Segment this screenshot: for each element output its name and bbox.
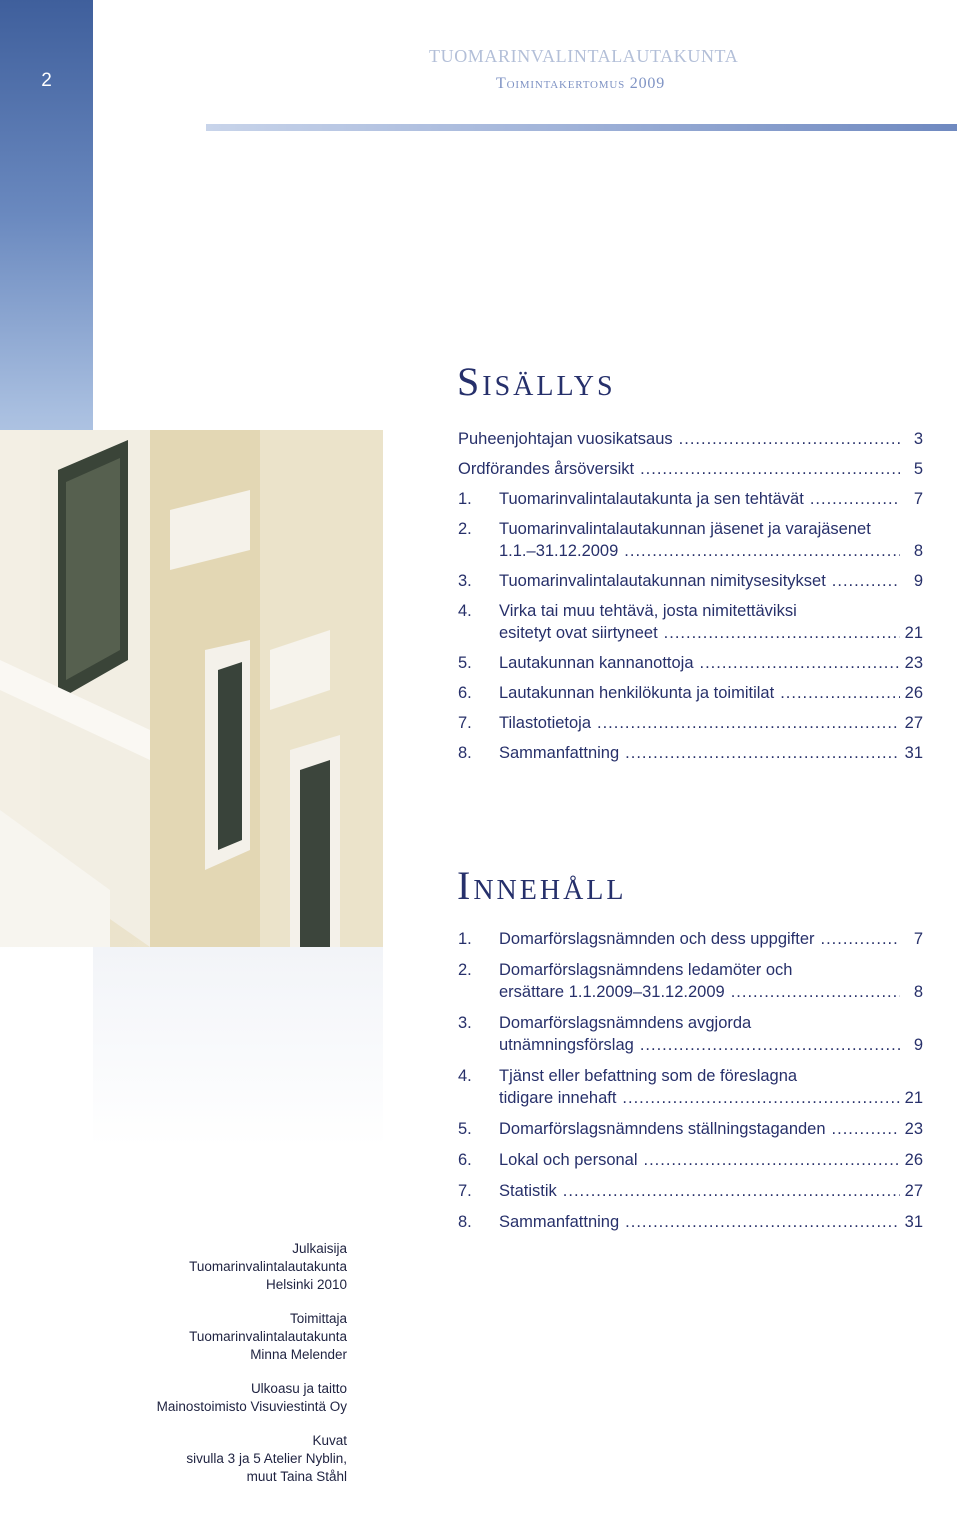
dot-leader [640, 1034, 900, 1056]
building-photo [0, 430, 383, 947]
toc-entry-page: 26 [904, 1151, 923, 1169]
toc-entry-number: 6. [458, 1151, 472, 1169]
toc-entry-page: 7 [913, 930, 923, 948]
toc-entry-number: 2. [458, 520, 472, 538]
toc-entry-title: Lautakunnan henkilökunta ja toimitilat [499, 684, 775, 702]
toc-entry[interactable] [458, 1180, 923, 1202]
dot-leader [810, 488, 900, 510]
colophon-editor [117, 1310, 347, 1364]
toc-entry-page: 31 [904, 744, 923, 762]
toc-entry-title: Puheenjohtajan vuosikatsaus [458, 430, 673, 448]
toc-entry-page: 21 [904, 1089, 923, 1107]
toc-entry-number: 1. [458, 930, 472, 948]
toc-entry[interactable] [458, 928, 923, 950]
toc-entry[interactable] [458, 428, 923, 450]
dot-leader [700, 652, 900, 674]
dot-leader [563, 1180, 900, 1202]
toc-entry-title: Tuomarinvalintalautakunnan jäsenet ja varajäsenet [499, 520, 871, 538]
toc-entry-page: 31 [904, 1213, 923, 1231]
dot-leader [597, 712, 900, 734]
toc-entry-page: 26 [904, 684, 923, 702]
dot-leader [821, 928, 900, 950]
toc-entry-page: 27 [904, 1182, 923, 1200]
colophon-line: sivulla 3 ja 5 Atelier Nyblin, [186, 1451, 347, 1466]
toc-entry-title: Tjänst eller befattning som de föreslagna [499, 1067, 798, 1085]
toc-entry-number: 3. [458, 1014, 472, 1032]
toc-title-finnish: Sisällys [457, 359, 616, 404]
header-org-name: TUOMARINVALINTALAUTAKUNTA [429, 46, 739, 66]
toc-entry-title: Ordförandes årsöversikt [458, 460, 635, 478]
toc-entry[interactable] [458, 1211, 923, 1233]
toc-entry-title-continued: tidigare innehaft [499, 1089, 617, 1107]
colophon-line: Minna Melender [250, 1347, 347, 1362]
toc-entry[interactable] [458, 742, 923, 764]
toc-entry-title-continued: utnämningsförslag [499, 1036, 634, 1054]
dot-leader [731, 981, 900, 1003]
toc-entry[interactable] [458, 1065, 923, 1109]
dot-leader [664, 622, 900, 644]
toc-entry-title-continued: 1.1.–31.12.2009 [499, 542, 619, 560]
toc-entry[interactable] [458, 1149, 923, 1171]
colophon-line: Tuomarinvalintalautakunta [189, 1259, 347, 1274]
toc-entry-number: 4. [458, 602, 472, 620]
toc-entry-title: Tilastotietoja [499, 714, 592, 732]
toc-entry-number: 5. [458, 654, 472, 672]
colophon-label: Toimittaja [289, 1311, 347, 1326]
toc-entry-page: 23 [904, 654, 923, 672]
toc-entry-title: Domarförslagsnämnden och dess uppgifter [499, 930, 815, 948]
toc-entry[interactable] [458, 1012, 923, 1056]
toc-entry[interactable] [458, 570, 923, 592]
dot-leader [622, 1087, 900, 1109]
colophon-line: muut Taina Ståhl [246, 1469, 347, 1484]
toc-entry[interactable] [458, 959, 923, 1003]
dot-leader [679, 428, 900, 450]
header-report-title: Toimintakertomus 2009 [496, 75, 665, 92]
toc-entry[interactable] [458, 652, 923, 674]
toc-entry-number: 7. [458, 1182, 472, 1200]
toc-swedish [458, 928, 923, 1233]
toc-entry-page: 8 [913, 983, 923, 1001]
colophon-line: Helsinki 2010 [265, 1277, 347, 1292]
toc-entry-number: 2. [458, 961, 472, 979]
colophon-photos [117, 1432, 347, 1486]
dot-leader [624, 540, 900, 562]
colophon-line: Tuomarinvalintalautakunta [189, 1329, 347, 1344]
page-number: 2 [41, 70, 52, 91]
toc-entry-title: Domarförslagsnämndens avgjorda [499, 1014, 752, 1032]
toc-entry[interactable] [458, 1118, 923, 1140]
toc-entry[interactable] [458, 488, 923, 510]
toc-entry-title: Domarförslagsnämndens ställningstaganden [499, 1120, 826, 1138]
toc-entry-title: Tuomarinvalintalautakunnan nimitysesitykset [499, 572, 826, 590]
toc-entry[interactable] [458, 712, 923, 734]
toc-title-swedish: Innehåll [457, 863, 627, 908]
dot-leader [780, 682, 900, 704]
toc-entry-number: 8. [458, 744, 472, 762]
toc-entry-page: 9 [913, 1036, 923, 1054]
colophon [117, 1240, 347, 1502]
toc-entry-page: 7 [913, 490, 923, 508]
toc-entry[interactable] [458, 518, 923, 562]
dot-leader [644, 1149, 900, 1171]
colophon-label: Ulkoasu ja taitto [250, 1381, 347, 1396]
toc-entry-page: 5 [913, 460, 923, 478]
toc-entry-number: 6. [458, 684, 472, 702]
dot-leader [832, 570, 900, 592]
toc-entry-page: 27 [904, 714, 923, 732]
toc-entry-title: Sammanfattning [499, 744, 620, 762]
colophon-label: Kuvat [312, 1433, 347, 1448]
toc-entry-page: 3 [913, 430, 923, 448]
toc-entry-number: 7. [458, 714, 472, 732]
colophon-layout [117, 1380, 347, 1416]
toc-entry-number: 4. [458, 1067, 472, 1085]
toc-entry-page: 23 [904, 1120, 923, 1138]
colophon-label: Julkaisija [292, 1241, 347, 1256]
toc-entry[interactable] [458, 458, 923, 480]
toc-entry-title: Sammanfattning [499, 1213, 620, 1231]
header-rule [206, 124, 957, 131]
toc-finnish [458, 428, 923, 764]
toc-entry-number: 1. [458, 490, 472, 508]
toc-entry-page: 21 [904, 624, 923, 642]
photo-fade [93, 947, 383, 1147]
toc-entry-number: 8. [458, 1213, 472, 1231]
toc-entry-page: 9 [913, 572, 923, 590]
dot-leader [625, 1211, 900, 1233]
toc-entry-title: Virka tai muu tehtävä, josta nimitettäviksi [499, 602, 797, 620]
toc-entry-page: 8 [913, 542, 923, 560]
colophon-publisher [117, 1240, 347, 1294]
toc-entry[interactable] [458, 600, 923, 644]
toc-entry-title: Tuomarinvalintalautakunta ja sen tehtävät [499, 490, 804, 508]
toc-entry-number: 3. [458, 572, 472, 590]
toc-entry-title: Statistik [499, 1182, 557, 1200]
toc-entry-title: Lautakunnan kannanottoja [499, 654, 694, 672]
dot-leader [625, 742, 900, 764]
toc-entry[interactable] [458, 682, 923, 704]
building-facade-illustration [0, 430, 383, 947]
colophon-line: Mainostoimisto Visuviestintä Oy [156, 1399, 347, 1414]
toc-entry-title: Domarförslagsnämndens ledamöter och [499, 961, 793, 979]
toc-entry-number: 5. [458, 1120, 472, 1138]
toc-entry-title-continued: esitetyt ovat siirtyneet [499, 624, 658, 642]
toc-entry-title-continued: ersättare 1.1.2009–31.12.2009 [499, 983, 725, 1001]
toc-entry-title: Lokal och personal [499, 1151, 638, 1169]
dot-leader [832, 1118, 900, 1140]
dot-leader [640, 458, 900, 480]
